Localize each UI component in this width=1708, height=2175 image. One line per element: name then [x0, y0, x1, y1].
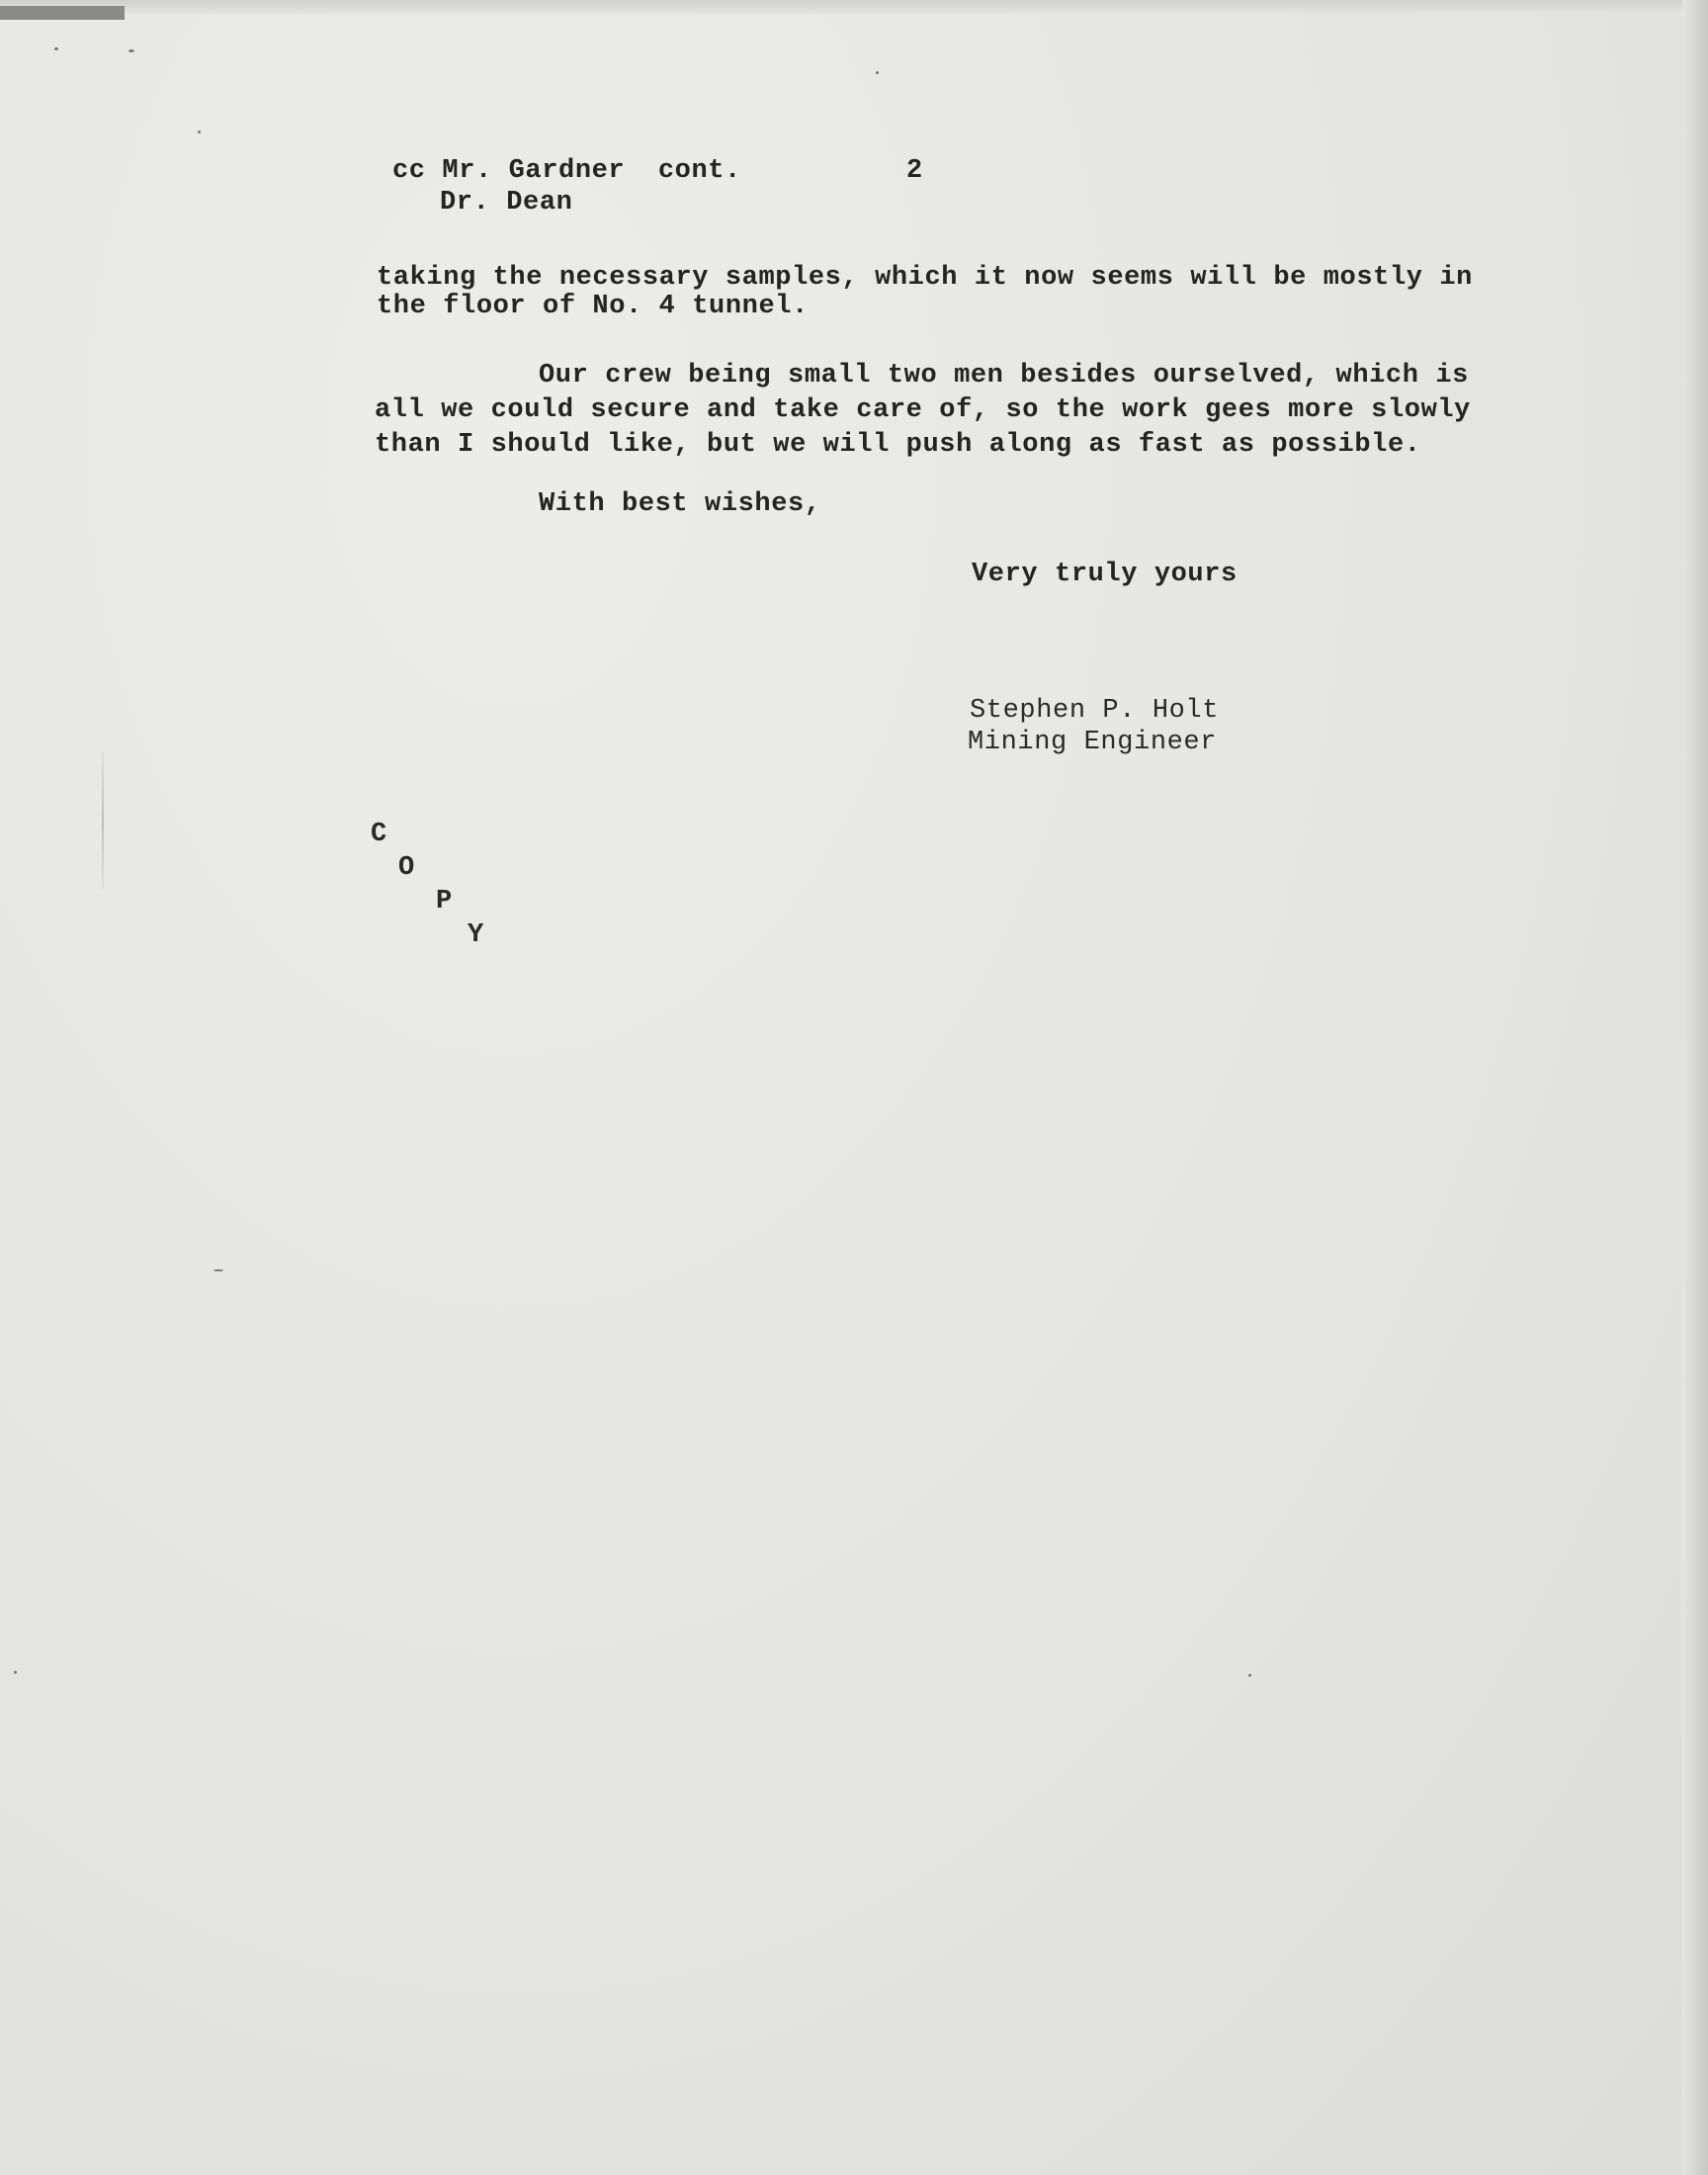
scan-speck: [1248, 1674, 1251, 1677]
signature-name: Stephen P. Holt: [970, 696, 1220, 726]
cc-line-2: Dr. Dean: [440, 188, 573, 218]
scan-speck: [876, 71, 879, 74]
copy-stamp-letter: Y: [468, 920, 484, 950]
paragraph-2-line-3: than I should like, but we will push along as fast as possible.: [375, 430, 1421, 460]
copy-stamp-letter: P: [436, 887, 453, 916]
paragraph-2-line-2: all we could secure and take care of, so the work gees more slowly: [375, 395, 1471, 425]
scan-speck: [128, 49, 134, 52]
page-top-edge: [0, 0, 1708, 14]
page-right-edge: [1682, 0, 1708, 2175]
copy-stamp-letter: O: [398, 853, 415, 883]
signature-title: Mining Engineer: [968, 728, 1218, 757]
scan-speck: [14, 1671, 17, 1674]
corner-scan-mark: [0, 6, 125, 20]
paragraph-1-line-1: taking the necessary samples, which it now seems will be mostly in: [377, 263, 1473, 293]
scan-speck: [198, 130, 201, 133]
valediction: Very truly yours: [972, 560, 1238, 589]
page-number: 2: [906, 156, 923, 186]
copy-stamp-letter: C: [371, 820, 387, 849]
paper-fold-mark: [102, 751, 104, 890]
scan-speck: [54, 47, 58, 50]
paragraph-1-line-2: the floor of No. 4 tunnel.: [377, 292, 809, 321]
closing-wish: With best wishes,: [539, 489, 821, 519]
scan-speck: [214, 1269, 223, 1271]
cc-line: cc Mr. Gardner cont.: [392, 156, 741, 186]
paragraph-2-line-1: Our crew being small two men besides ourselved, which is: [539, 361, 1469, 391]
